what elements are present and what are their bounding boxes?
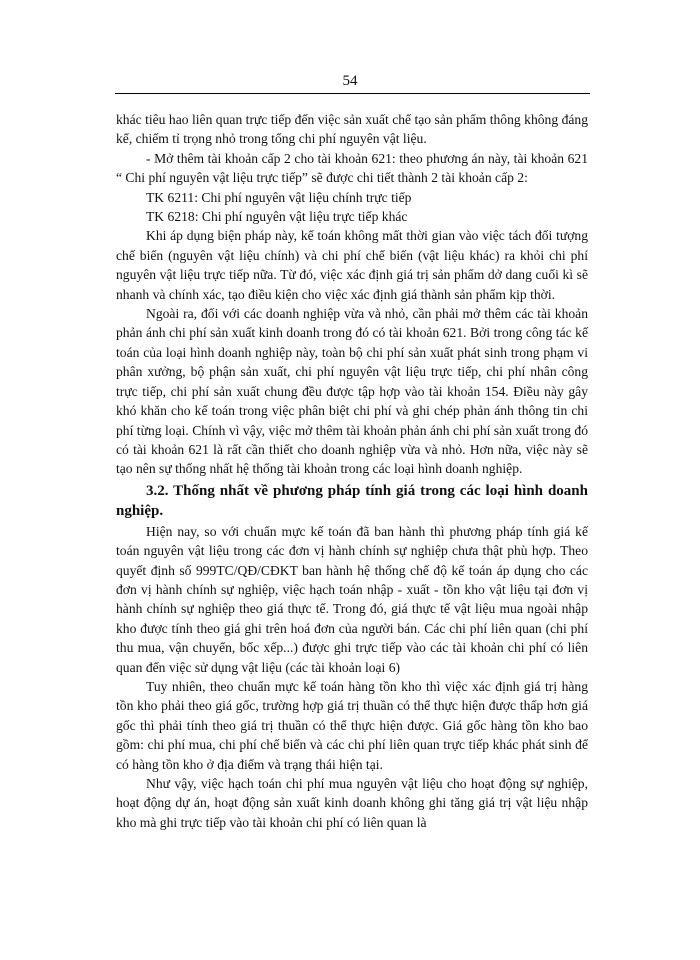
page-body [116, 110, 588, 832]
section-heading-3-2: 3.2. Thống nhất về phương pháp tính giá trong các loại hình doanh nghiệp. [116, 482, 588, 519]
account-item-6211: TK 6211: Chi phí nguyên vật liệu chính trực tiếp [146, 189, 412, 205]
paragraph-inventory-standard: Tuy nhiên, theo chuẩn mực kế toán hàng tồn kho thì việc xác định giá trị hàng tồn kho phải theo giá gốc, trường hợp giá trị thuần có thể thực hiện được thấp hơn giá gốc thì phải tính theo giá trị thuần có thể thực hiện được. Giá gốc hàng tồn kho bao gồm: chi phí mua, chi phí chế biến và các chi phí liên quan trực tiếp khác phát sinh để có hàng tồn kho ở địa điểm và trạng thái hiện tại. [116, 678, 588, 772]
paragraph-account-proposal: - Mở thêm tài khoản cấp 2 cho tài khoản 621: theo phương án này, tài khoản 621 “ Chi phí nguyên vật liệu trực tiếp” sẽ được chi tiết thành 2 tài khoản cấp 2: [116, 150, 588, 186]
header-rule [115, 93, 590, 94]
account-item-6218: TK 6218: Chi phí nguyên vật liệu trực tiếp khác [146, 209, 408, 225]
paragraph-benefit: Khi áp dụng biện pháp này, kế toán không mất thời gian vào việc tách đối tượng chế biến (nguyên vật liệu chính) và chi phí chế biến (vật liệu khác) ra khỏi chi phí nguyên vật liệu trực tiếp nữa. Từ đó, việc xác định giá trị sản phẩm dở dang cuối kì sẽ nhanh và chính xác, tạo điều kiện cho việc xác định giá thành sản phẩm kịp thời. [116, 228, 588, 302]
paragraph-current-method: Hiện nay, so với chuẩn mực kế toán đã ban hành thì phương pháp tính giá kế toán nguyên vật liệu trong các đơn vị hành chính sự nghiệp chưa thật phù hợp. Theo quyết định số 999TC/QĐ/CĐKT ban hành hệ thống chế độ kế toán áp dụng cho các đơn vị hành chính sự nghiệp, việc hạch toán nhập - xuất - tồn kho vật liệu tại đơn vị hành chính sự nghiệp theo giá thực tế. Trong đó, giá thực tế vật liệu mua ngoài nhập kho được tính theo giá ghi trên hoá đơn của người bán. Các chi phí liên quan (chi phí thu mua, vận chuyển, bốc xếp...) được ghi trực tiếp vào các tài khoản chi phí có liên quan đến việc sử dụng vật liệu (các tài khoản loại 6) [116, 523, 588, 675]
paragraph-small-business: Ngoài ra, đối với các doanh nghiệp vừa và nhỏ, cần phải mở thêm các tài khoản phản ánh chi phí sản xuất kinh doanh trong đó có tài khoản 621. Bởi trong công tác kế toán của loại hình doanh nghiệp này, toàn bộ chi phí sản xuất phát sinh trong phạm vi phân xưởng, bộ phận sản xuất, chi phí nguyên vật liệu trực tiếp, chi phí nhân công trực tiếp, chi phí sản xuất chung đều được tập hợp vào tài khoản 154. Điều này gây khó khăn cho kế toán trong việc phân biệt chi phí và ghi chép phản ánh thông tin chi phí từng loại. Chính vì vậy, việc mở thêm tài khoản phản ánh chi phí sản xuất trong đó có tài khoản 621 là rất cần thiết cho doanh nghiệp vừa và nhỏ. Hơn nữa, việc này sẽ tạo nên sự thống nhất hệ thống tài khoản trong các loại hình doanh nghiệp. [116, 306, 588, 477]
paragraph-continuation: khác tiêu hao liên quan trực tiếp đến việc sản xuất chế tạo sản phẩm thông không đáng kể, chiếm tỉ trọng nhỏ trong tổng chi phí nguyên vật liệu. [116, 112, 588, 147]
page-number: 54 [342, 73, 358, 89]
paragraph-conclusion: Như vậy, việc hạch toán chi phí mua nguyên vật liệu cho hoạt động sự nghiệp, hoạt động dự án, hoạt động sản xuất kinh doanh không ghi tăng giá trị vật liệu nhập kho mà ghi trực tiếp vào tài khoản chi phí có liên quan là [116, 776, 588, 830]
